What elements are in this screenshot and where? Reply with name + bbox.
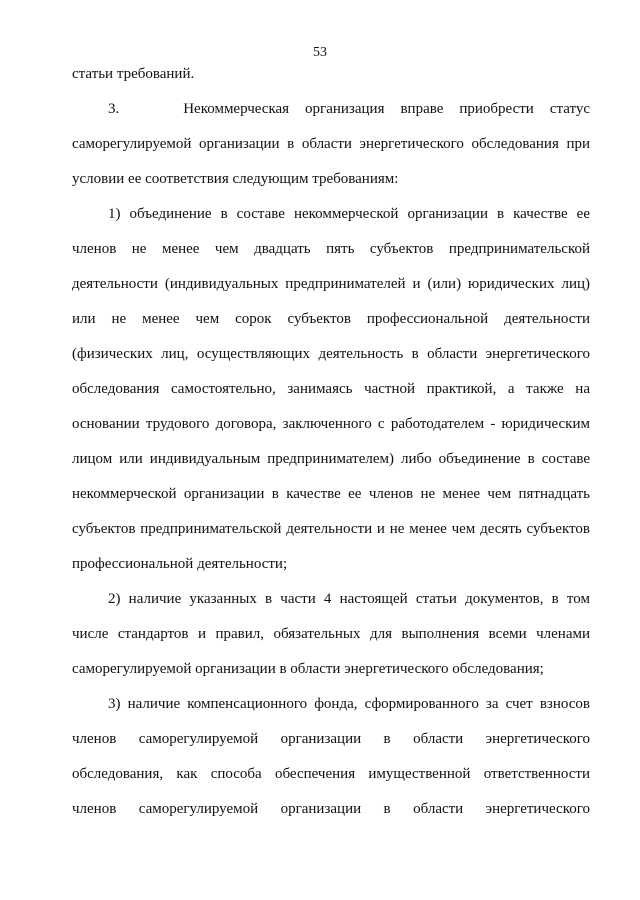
text-line: (физических лиц, осуществляющих деятельность в области энергетического xyxy=(72,346,590,362)
text-line: 1) объединение в составе некоммерческой организации в качестве ее xyxy=(108,206,590,222)
text-line: лицом или индивидуальным предпринимателем) либо объединение в составе xyxy=(72,451,590,467)
text-line: деятельности (индивидуальных предпринимателей и (или) юридических лиц) xyxy=(72,276,590,292)
text-line: саморегулируемой организации в области энергетического обследования; xyxy=(72,661,544,677)
text-line: числе стандартов и правил, обязательных для выполнения всеми членами xyxy=(72,626,590,642)
text-line: профессиональной деятельности; xyxy=(72,556,288,572)
text-line: статьи требований. xyxy=(72,66,195,82)
text-line: членов саморегулируемой организации в области энергетического xyxy=(72,731,590,747)
text-line: 3. Некоммерческая организация вправе приобрести статус xyxy=(108,101,590,117)
text-line: членов не менее чем двадцать пять субъектов предпринимательской xyxy=(72,241,590,257)
text-line: 2) наличие указанных в части 4 настоящей статьи документов, в том xyxy=(108,591,590,607)
text-line: некоммерческой организации в качестве ее членов не менее чем пятнадцать xyxy=(72,486,590,502)
text-line: саморегулируемой организации в области энергетического обследования при xyxy=(72,136,590,152)
text-line: 3) наличие компенсационного фонда, сформированного за счет взносов xyxy=(108,696,590,712)
text-line: субъектов предпринимательской деятельности и не менее чем десять субъектов xyxy=(72,521,590,537)
page-number: 53 xyxy=(313,45,327,60)
text-line: условии ее соответствия следующим требованиям: xyxy=(72,171,399,187)
text-line: обследования, как способа обеспечения имущественной ответственности xyxy=(72,766,590,782)
text-line: или не менее чем сорок субъектов профессиональной деятельности xyxy=(72,311,590,327)
text-line: членов саморегулируемой организации в области энергетического xyxy=(72,801,590,817)
text-line: основании трудового договора, заключенного с работодателем - юридическим xyxy=(72,416,590,432)
text-line: обследования самостоятельно, занимаясь частной практикой, а также на xyxy=(72,381,590,397)
